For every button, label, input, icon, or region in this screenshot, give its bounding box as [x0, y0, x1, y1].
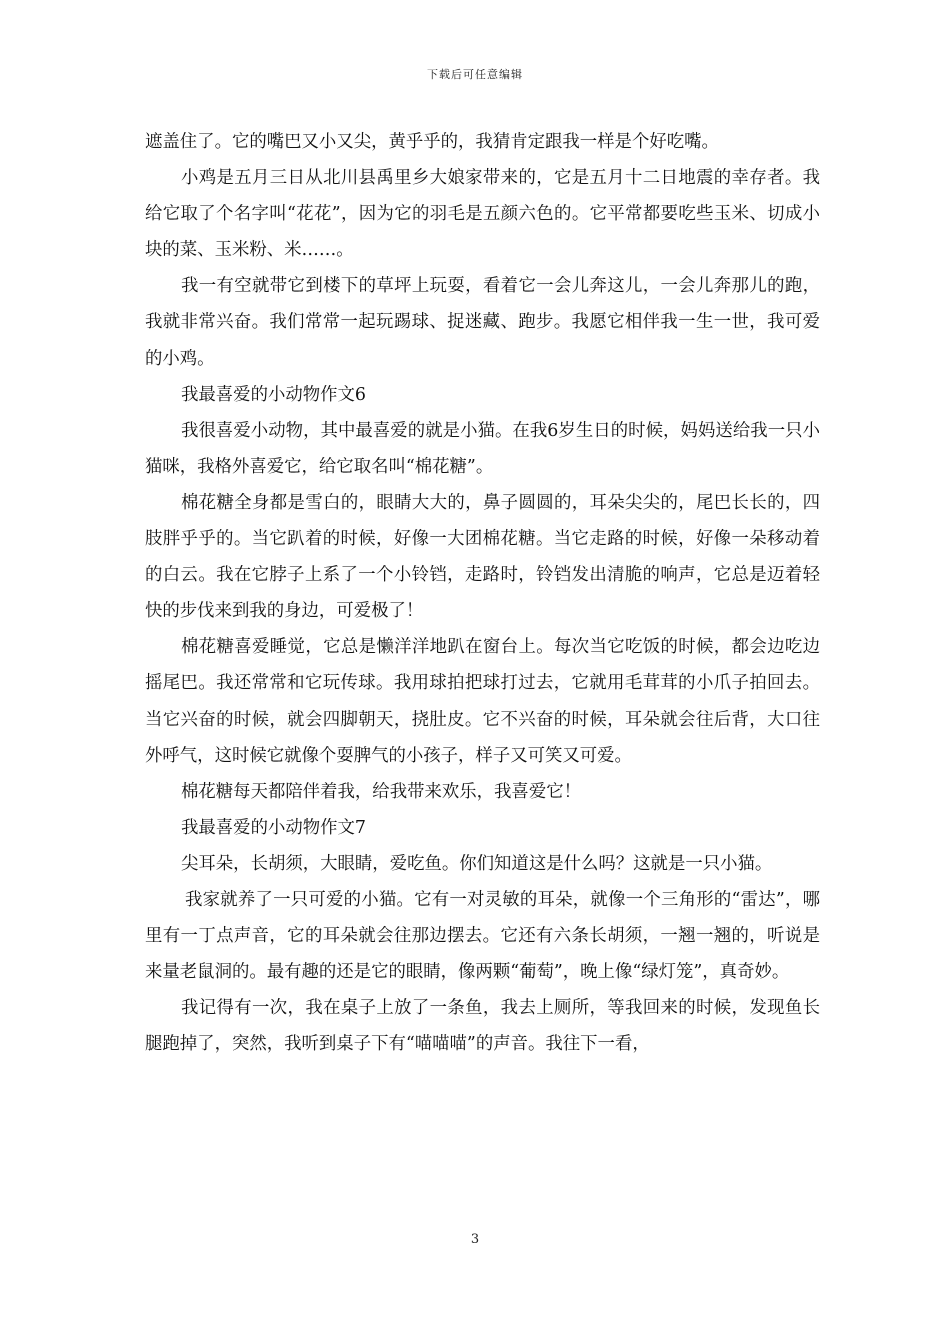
page-header: 下载后可任意编辑: [427, 68, 523, 81]
paragraph-fish-story: 我记得有一次，我在桌子上放了一条鱼，我去上厕所，等我回来的时候，发现鱼长腿跑掉了，突然，我听到桌子下有“喵喵喵”的声音。我往下一看，: [145, 998, 820, 1055]
paragraph-chick-play: 我一有空就带它到楼下的草坪上玩耍，看着它一会儿奔这儿，一会儿奔那儿的跑，我就非常兴奋。我们常常一起玩踢球、捉迷藏、跑步。我愿它相伴我一生一世，我可爱的小鸡。: [145, 276, 820, 369]
paragraph-continuation: 遮盖住了。它的嘴巴又小又尖，黄乎乎的，我猜肯定跟我一样是个好吃嘴。: [145, 132, 719, 152]
paragraph-cat-appearance: 棉花糖全身都是雪白的，眼睛大大的，鼻子圆圆的，耳朵尖尖的，尾巴长长的，四肢胖乎乎的。当它趴着的时候，好像一大团棉花糖。当它走路的时候，好像一朵移动着的白云。我在它脖子上系了一个小铃铛，走路时，铃铛发出清脆的响声，它总是迈着轻快的步伐来到我的身边，可爱极了！: [145, 492, 820, 622]
paragraph-riddle: 尖耳朵，长胡须，大眼睛，爱吃鱼。你们知道这是什么吗？这就是一只小猫。: [181, 853, 773, 874]
paragraph-cat-companion: 棉花糖每天都陪伴着我，给我带来欢乐，我喜爱它！: [181, 781, 581, 802]
paragraph-chick-origin: 小鸡是五月三日从北川县禹里乡大娘家带来的，它是五月十二日地震的幸存者。我给它取了个名字叫“花花”，因为它的羽毛是五颜六色的。它平常都要吃些玉米、切成小块的菜、玉米粉、米……。: [145, 168, 820, 261]
document-body: [145, 124, 820, 1062]
essay-title-7: 我最喜爱的小动物作文7: [181, 817, 366, 838]
essay-title-6: 我最喜爱的小动物作文6: [181, 384, 366, 405]
paragraph-cat-habits: 棉花糖喜爱睡觉，它总是懒洋洋地趴在窗台上。每次当它吃饭的时候，都会边吃边摇尾巴。我还常常和它玩传球。我用球拍把球打过去，它就用毛茸茸的小爪子拍回去。当它兴奋的时候，就会四脚朝天，挠肚皮。它不兴奋的时候，耳朵就会往后背，大口往外呼气，这时候它就像个耍脾气的小孩子，样子又可笑又可爱。: [145, 637, 820, 766]
paragraph-cat-features: 我家就养了一只可爱的小猫。它有一对灵敏的耳朵，就像一个三角形的“雷达”，哪里有一丁点声音，它的耳朵就会往那边摆去。它还有六条长胡须，一翘一翘的，听说是来量老鼠洞的。最有趣的还是它的眼睛，像两颗“葡萄”，晚上像“绿灯笼”，真奇妙。: [145, 889, 820, 983]
paragraph-cat-intro: 我很喜爱小动物，其中最喜爱的就是小猫。在我6岁生日的时候，妈妈送给我一只小猫咪，我格外喜爱它，给它取名叫“棉花糖”。: [145, 420, 820, 477]
page-number: 3: [470, 1232, 480, 1247]
